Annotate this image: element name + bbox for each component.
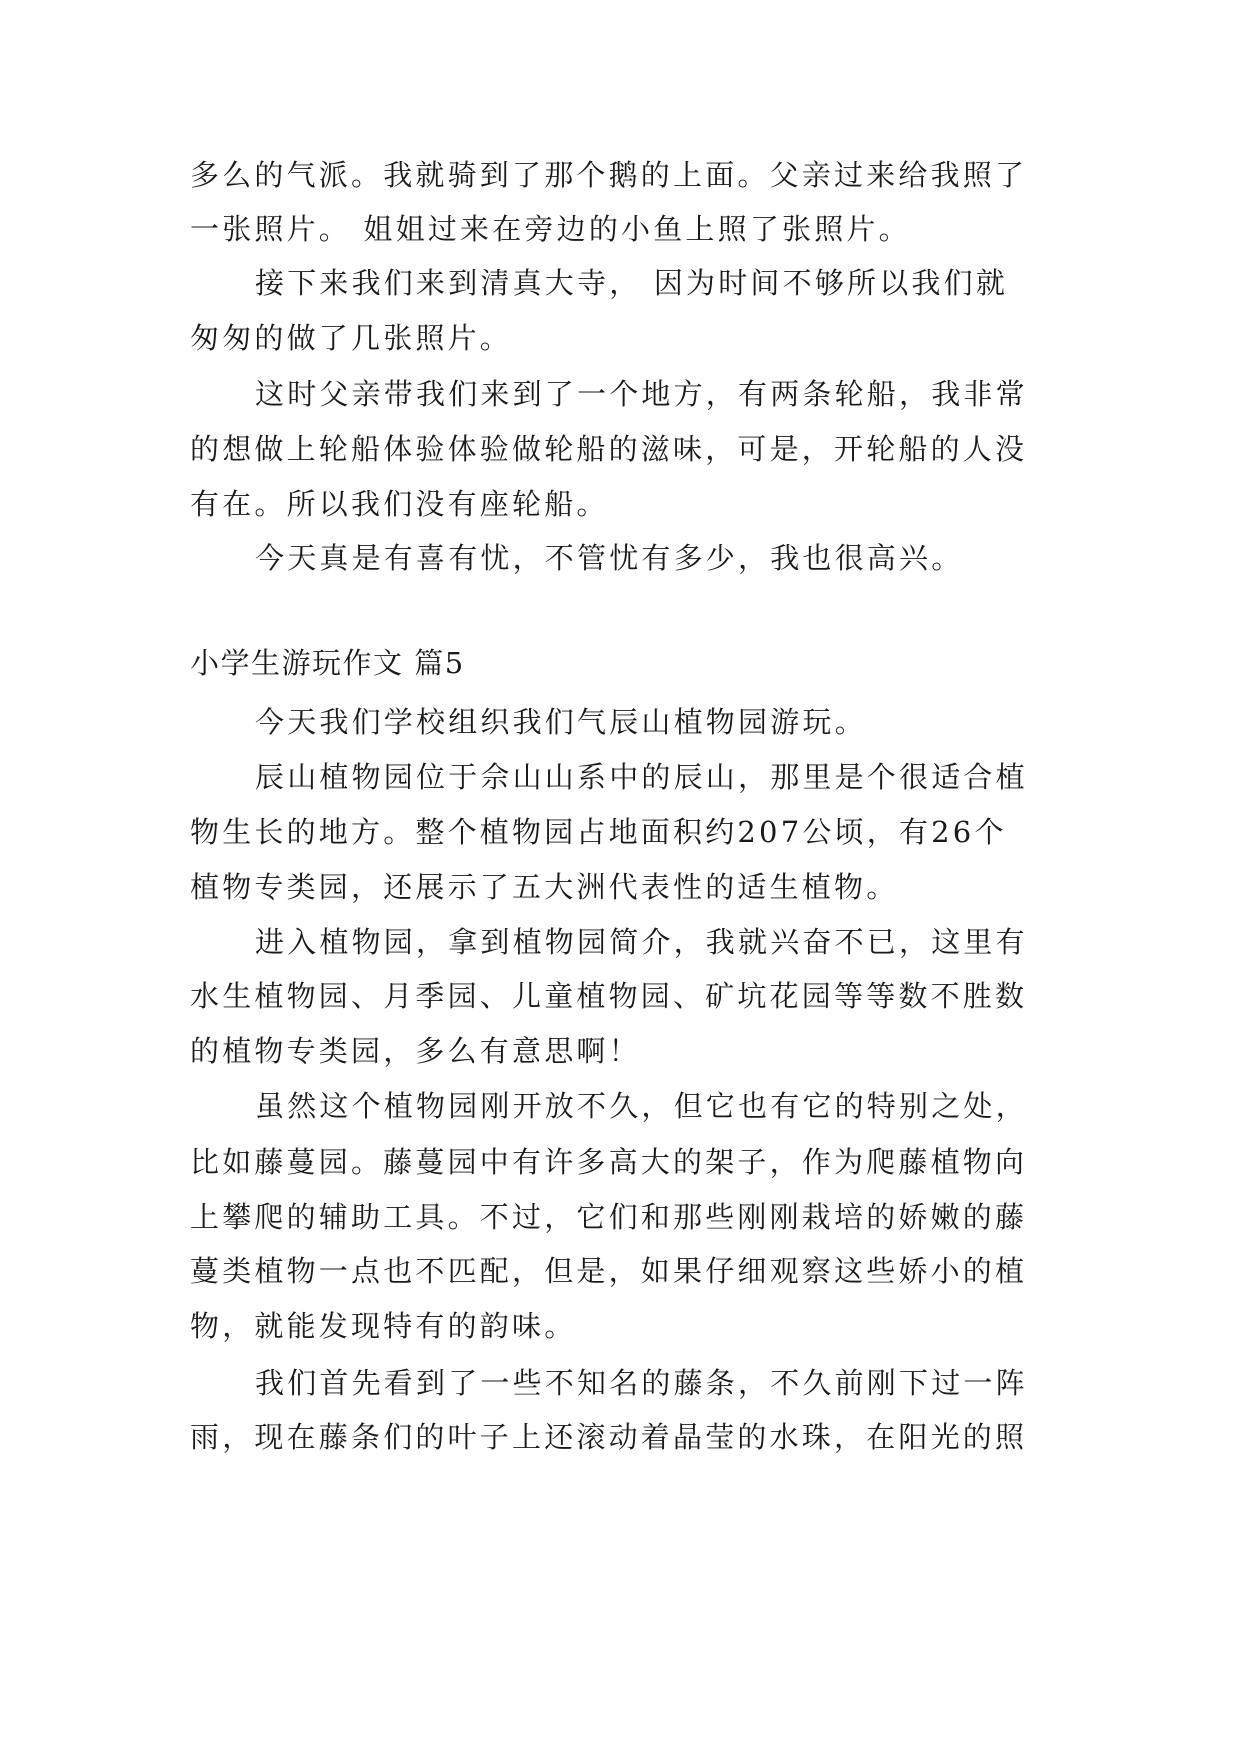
- paragraph-start: 辰山植物园位于佘山山系中的辰山，那里是个很适合植: [255, 760, 1028, 794]
- paragraph-start: 今天我们学校组织我们气辰山植物园游玩。: [255, 705, 867, 739]
- text-line: 上攀爬的辅助工具。不过，它们和那些刚刚栽培的娇嫩的藤: [190, 1200, 1028, 1234]
- text-line: 多么的气派。我就骑到了那个鹅的上面。父亲过来给我照了: [190, 158, 1028, 192]
- text-line: 的想做上轮船体验体验做轮船的滋味，可是，开轮船的人没: [190, 432, 1028, 466]
- text-line: 物，就能发现特有的韵味。: [190, 1309, 577, 1343]
- section-heading: 小学生游玩作文 篇5: [190, 646, 465, 680]
- text-line: 比如藤蔓园。藤蔓园中有许多高大的架子，作为爬藤植物向: [190, 1145, 1028, 1179]
- text-line: 物生长的地方。整个植物园占地面积约207公顷，有26个: [190, 815, 1007, 849]
- text-line: 一张照片。 姐姐过来在旁边的小鱼上照了张照片。: [190, 212, 911, 246]
- text-line: 蔓类植物一点也不匹配，但是，如果仔细观察这些娇小的植: [190, 1254, 1028, 1288]
- paragraph-start: 虽然这个植物园刚开放不久，但它也有它的特别之处，: [255, 1089, 1028, 1123]
- text-line: 水生植物园、月季园、儿童植物园、矿坑花园等等数不胜数: [190, 979, 1028, 1013]
- text-line: 植物专类园，还展示了五大洲代表性的适生植物。: [190, 870, 899, 904]
- paragraph-start: 我们首先看到了一些不知名的藤条，不久前刚下过一阵: [255, 1366, 1028, 1400]
- paragraph-start: 进入植物园，拿到植物园简介，我就兴奋不已，这里有: [255, 925, 1028, 959]
- text-line: 匆匆的做了几张照片。: [190, 321, 513, 355]
- paragraph-start: 这时父亲带我们来到了一个地方，有两条轮船，我非常: [255, 377, 1028, 411]
- text-line: 有在。所以我们没有座轮船。: [190, 487, 609, 521]
- paragraph-start: 今天真是有喜有忧，不管忧有多少，我也很高兴。: [255, 541, 964, 575]
- text-line: 的植物专类园，多么有意思啊！: [190, 1034, 641, 1068]
- text-line: 雨，现在藤条们的叶子上还滚动着晶莹的水珠，在阳光的照: [190, 1420, 1028, 1454]
- paragraph-start: 接下来我们来到清真大寺， 因为时间不够所以我们就: [255, 266, 1009, 300]
